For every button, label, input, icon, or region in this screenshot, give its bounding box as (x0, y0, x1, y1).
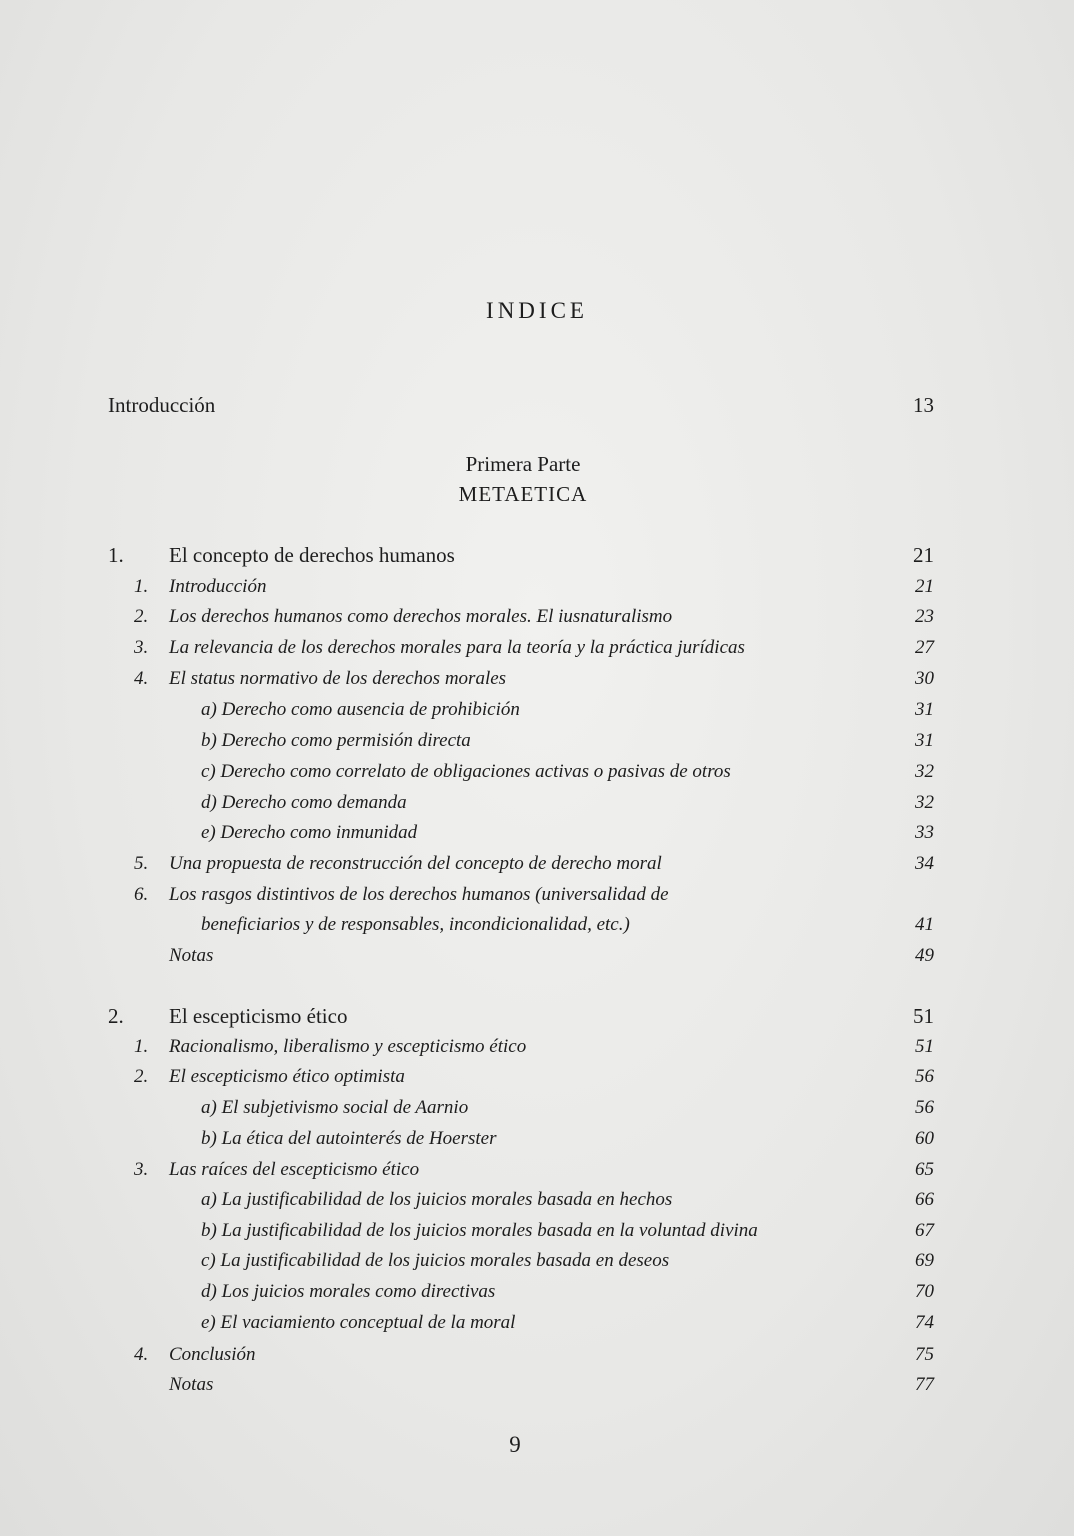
toc-entry (0, 853, 1074, 879)
toc-entry-text: Los derechos humanos como derechos morales. El iusnaturalismo (169, 606, 673, 627)
toc-entry-number: 3. (134, 1159, 149, 1180)
toc-entry-text: Notas (169, 945, 214, 966)
toc-entry-page: 21 (913, 543, 934, 567)
toc-entry-text: El concepto de derechos humanos (169, 543, 455, 567)
toc-entry-introduction (0, 393, 1074, 419)
toc-entry (0, 543, 1074, 569)
toc-entry-text: Racionalismo, liberalismo y escepticismo ético (169, 1036, 527, 1057)
toc-entry (0, 1250, 1074, 1276)
toc-entry-page: 34 (915, 853, 934, 874)
part-title: METAETICA (458, 482, 588, 506)
toc-entry (0, 637, 1074, 663)
toc-entry-number: 3. (134, 637, 149, 658)
toc-entry (0, 1097, 1074, 1123)
toc-entry-page: 41 (915, 914, 934, 935)
toc-entry-text: Conclusión (169, 1344, 256, 1365)
toc-entry-text: Una propuesta de reconstrucción del concepto de derecho moral (169, 853, 662, 874)
toc-entry-text: Las raíces del escepticismo ético (169, 1159, 420, 1180)
toc-entry-text: Introducción (108, 393, 216, 417)
toc-entry-number: 6. (134, 884, 149, 905)
toc-entry-text: a) Derecho como ausencia de prohibición (201, 699, 520, 720)
toc-entry-text: beneficiarios y de responsables, incondicionalidad, etc.) (201, 914, 630, 935)
toc-entry-text: d) Los juicios morales como directivas (201, 1281, 496, 1302)
toc-entry-page: 69 (915, 1250, 934, 1271)
toc-entry-text: b) La justificabilidad de los juicios morales basada en la voluntad divina (201, 1220, 758, 1241)
toc-entry-number: 2. (134, 606, 149, 627)
toc-entry-text: El status normativo de los derechos morales (169, 668, 507, 689)
toc-entry-text: c) La justificabilidad de los juicios morales basada en deseos (201, 1250, 670, 1271)
toc-entry-text: La relevancia de los derechos morales para la teoría y la práctica jurídicas (169, 637, 745, 658)
toc-entry-page: 21 (915, 576, 934, 597)
toc-entry-page: 31 (915, 730, 934, 751)
toc-entry (0, 1004, 1074, 1030)
toc-entry-page: 51 (915, 1036, 934, 1057)
toc-entry-page: 56 (915, 1097, 934, 1118)
toc-entry (0, 699, 1074, 725)
toc-entry (0, 1312, 1074, 1338)
page-number: 9 (509, 1432, 521, 1457)
toc-entry-text: El escepticismo ético (169, 1004, 348, 1028)
toc-entry-text: Introducción (169, 576, 267, 597)
toc-entry-page: 56 (915, 1066, 934, 1087)
toc-entry (0, 1066, 1074, 1092)
toc-entry-number: 1. (134, 1036, 149, 1057)
toc-entry-page: 51 (913, 1004, 934, 1028)
toc-entry (0, 792, 1074, 818)
toc-entry (0, 822, 1074, 848)
toc-entry-text: b) La ética del autointerés de Hoerster (201, 1128, 497, 1149)
toc-entry-page: 31 (915, 699, 934, 720)
toc-entry-number: 1. (108, 543, 124, 567)
toc-entry-text: Notas (169, 1374, 214, 1395)
toc-entry (0, 668, 1074, 694)
toc-entry-page: 30 (915, 668, 934, 689)
toc-entry (0, 1220, 1074, 1246)
toc-entry-page: 67 (915, 1220, 934, 1241)
toc-entry-page: 70 (915, 1281, 934, 1302)
toc-entry-page: 75 (915, 1344, 934, 1365)
toc-entry-text: e) El vaciamiento conceptual de la moral (201, 1312, 516, 1333)
toc-entry-page: 77 (915, 1374, 934, 1395)
toc-entry-text: b) Derecho como permisión directa (201, 730, 471, 751)
toc-entry-page: 23 (915, 606, 934, 627)
toc-entry-text: e) Derecho como inmunidad (201, 822, 418, 843)
toc-entry (0, 1189, 1074, 1215)
toc-entry-text: c) Derecho como correlato de obligaciones activas o pasivas de otros (201, 761, 731, 782)
toc-entry (0, 1344, 1074, 1370)
toc-entry-number: 1. (134, 576, 149, 597)
toc-entry-number: 4. (134, 1344, 149, 1365)
part-label: Primera Parte (465, 452, 581, 476)
toc-entry-number: 2. (108, 1004, 124, 1028)
toc-entry-page: 27 (915, 637, 934, 658)
toc-entry (0, 1036, 1074, 1062)
toc-entry-text: Los rasgos distintivos de los derechos humanos (universalidad de (169, 884, 669, 905)
toc-entry-text: a) La justificabilidad de los juicios morales basada en hechos (201, 1189, 673, 1210)
toc-entry-page: 32 (915, 761, 934, 782)
page-title: INDICE (486, 298, 588, 323)
toc-entry-page: 74 (915, 1312, 934, 1333)
toc-entry-page: 33 (915, 822, 934, 843)
toc-entry (0, 1159, 1074, 1185)
toc-entry-page: 49 (915, 945, 934, 966)
toc-entry-number: 5. (134, 853, 149, 874)
toc-entry-number: 4. (134, 668, 149, 689)
toc-entry-text: a) El subjetivismo social de Aarnio (201, 1097, 469, 1118)
toc-entry (0, 576, 1074, 602)
toc-entry (0, 761, 1074, 787)
toc-entry (0, 730, 1074, 756)
toc-entry (0, 1281, 1074, 1307)
toc-entry (0, 884, 1074, 910)
toc-entry (0, 606, 1074, 632)
toc-entry (0, 1374, 1074, 1400)
toc-entry-number: 2. (134, 1066, 149, 1087)
toc-entry-text: d) Derecho como demanda (201, 792, 407, 813)
toc-entry-page: 60 (915, 1128, 934, 1149)
toc-entry (0, 945, 1074, 971)
toc-entry-page: 13 (913, 393, 934, 417)
toc-entry-page: 32 (915, 792, 934, 813)
toc-entry-page: 66 (915, 1189, 934, 1210)
toc-entry-page: 65 (915, 1159, 934, 1180)
toc-entry (0, 1128, 1074, 1154)
toc-entry (0, 914, 1074, 940)
toc-entry-text: El escepticismo ético optimista (169, 1066, 405, 1087)
